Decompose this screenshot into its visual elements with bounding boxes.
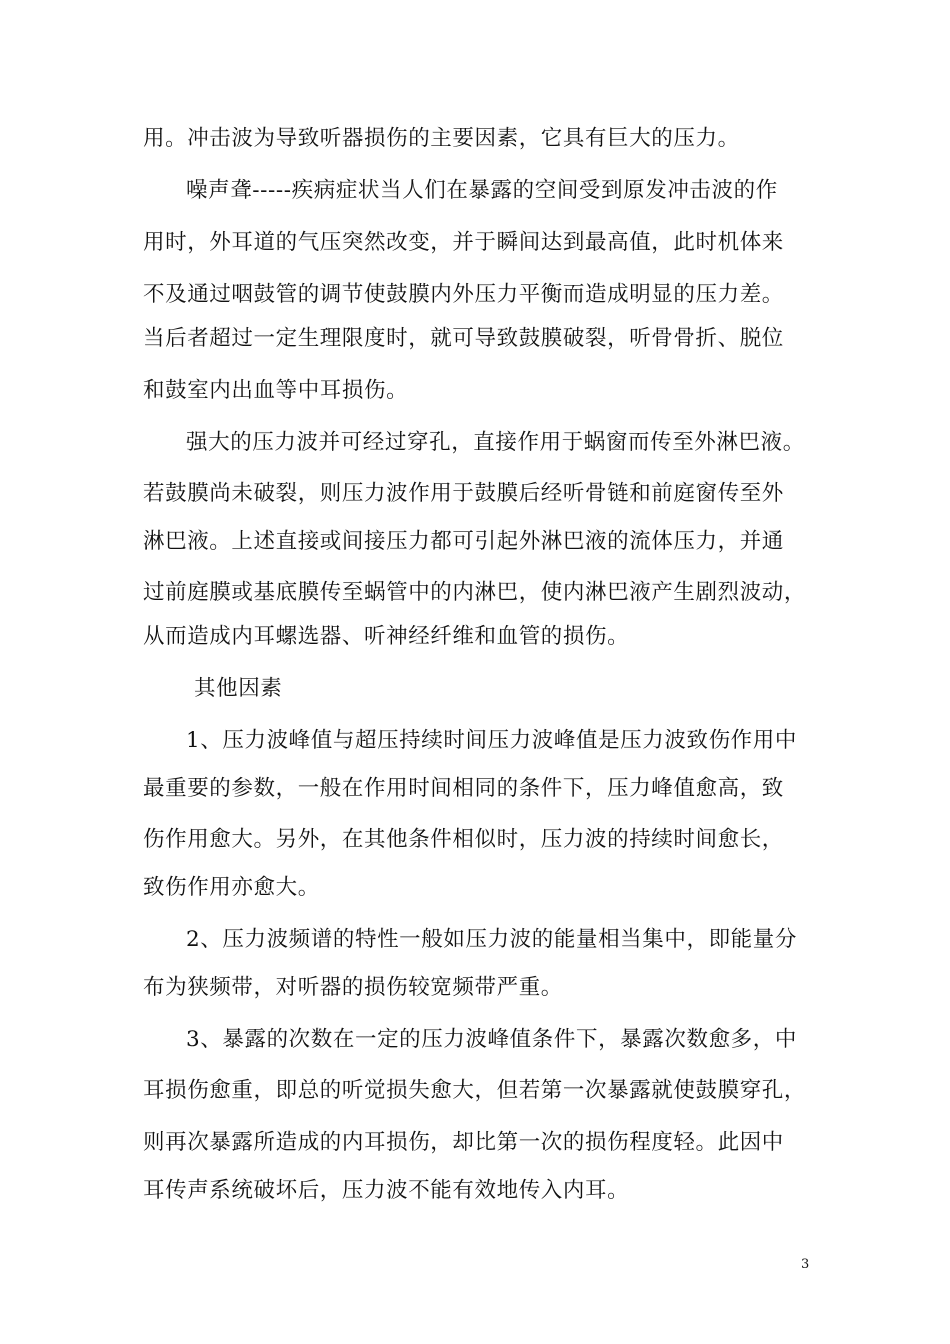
paragraph-2-line-4: 当后者超过一定生理限度时，就可导致鼓膜破裂，听骨骨折、脱位 [143,326,784,351]
paragraph-3-line-1: 强大的压力波并可经过穿孔，直接作用于蜗窗而传至外淋巴液。 [186,430,805,455]
paragraph-6-line-2: 耳损伤愈重，即总的听觉损失愈大，但若第一次暴露就使鼓膜穿孔， [143,1078,807,1103]
paragraph-1-line-1: 用。冲击波为导致听器损伤的主要因素，它具有巨大的压力。 [143,126,740,151]
paragraph-6-line-1: 3、暴露的次数在一定的压力波峰值条件下，暴露次数愈多，中 [186,1027,797,1052]
paragraph-3-line-5: 从而造成内耳螺选器、听神经纤维和血管的损伤。 [143,624,630,649]
paragraph-2-line-1: 噪声聋-----疾病症状当人们在暴露的空间受到原发冲击波的作 [186,178,778,203]
paragraph-4-line-2: 最重要的参数，一般在作用时间相同的条件下，压力峰值愈高，致 [143,776,784,801]
paragraph-6-line-3: 则再次暴露所造成的内耳损伤，却比第一次的损伤程度轻。此因中 [143,1130,784,1155]
paragraph-5-line-1: 2、压力波频谱的特性一般如压力波的能量相当集中，即能量分 [186,927,797,952]
paragraph-2-line-2: 用时，外耳道的气压突然改变，并于瞬间达到最高值，此时机体来 [143,230,784,255]
paragraph-2-line-3: 不及通过咽鼓管的调节使鼓膜内外压力平衡而造成明显的压力差。 [143,282,784,307]
page-number: 3 [801,1257,810,1272]
paragraph-3-line-2: 若鼓膜尚未破裂，则压力波作用于鼓膜后经听骨链和前庭窗传至外 [143,481,784,506]
paragraph-3-line-4: 过前庭膜或基底膜传至蜗管中的内淋巴，使内淋巴液产生剧烈波动， [143,580,807,605]
paragraph-4-line-1: 1、压力波峰值与超压持续时间压力波峰值是压力波致伤作用中 [186,728,797,753]
section-heading: 其他因素 [194,676,283,701]
paragraph-4-line-3: 伤作用愈大。另外，在其他条件相似时，压力波的持续时间愈长， [143,827,784,852]
paragraph-3-line-3: 淋巴液。上述直接或间接压力都可引起外淋巴液的流体压力，并通 [143,529,784,554]
paragraph-4-line-4: 致伤作用亦愈大。 [143,875,320,900]
paragraph-5-line-2: 布为狭频带，对听器的损伤较宽频带严重。 [143,975,563,1000]
paragraph-6-line-4: 耳传声系统破坏后，压力波不能有效地传入内耳。 [143,1178,630,1203]
paragraph-2-line-5: 和鼓室内出血等中耳损伤。 [143,378,409,403]
